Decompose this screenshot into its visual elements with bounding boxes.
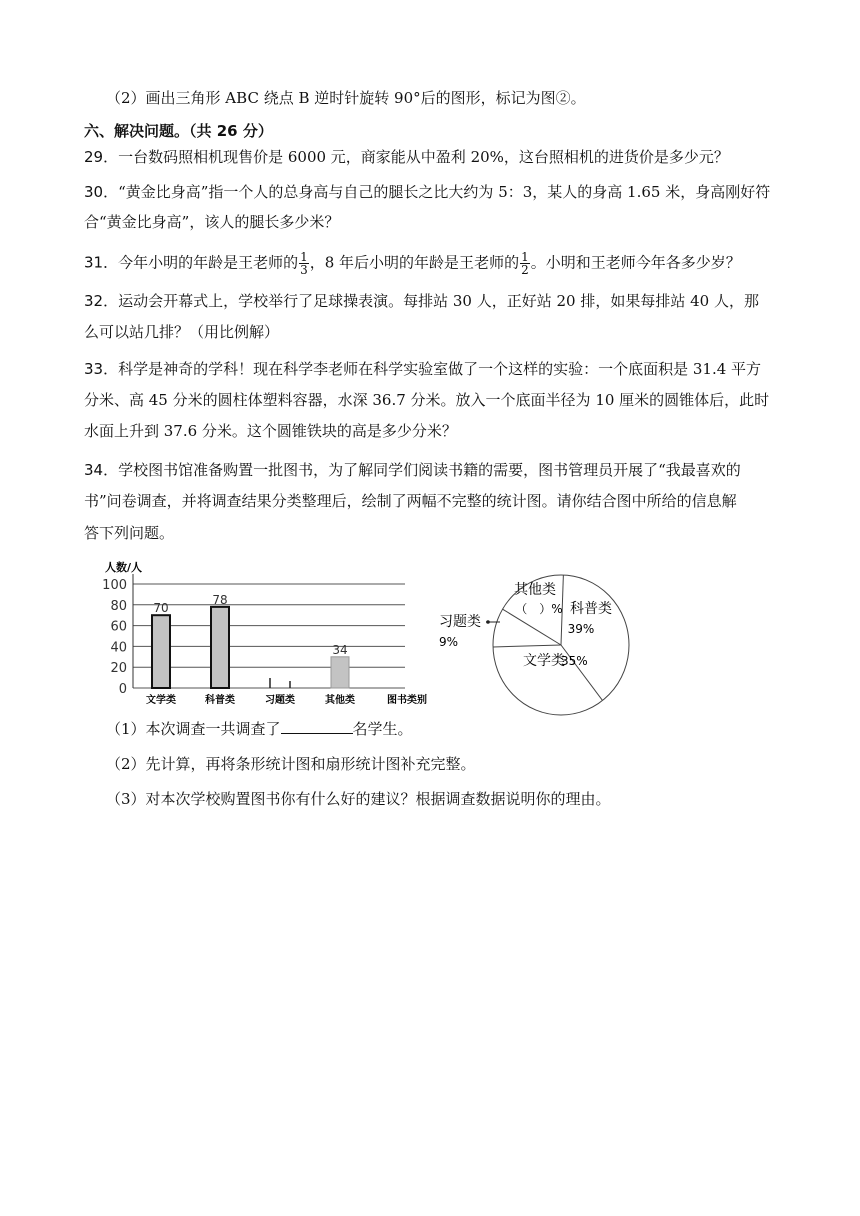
q30-text: “黄金比身高”指一个人的总身高与自己的腿长之比大约为 5：3，某人的身高 1.65 米，身高刚好符 xyxy=(118,183,771,201)
bar xyxy=(211,607,229,688)
pie-slice-label: 其他类 xyxy=(514,582,556,598)
x-axis-label: 图书类别 xyxy=(387,695,427,706)
q31-number: 31． xyxy=(84,253,119,272)
x-tick-label: 科普类 xyxy=(205,695,235,706)
sub1-text-a: （1）本次调查一共调查了 xyxy=(106,720,281,738)
q33-number: 33． xyxy=(84,360,119,378)
y-tick-label: 60 xyxy=(110,619,127,635)
question-34-line2: 书”问卷调查，并将调查结果分类整理后，绘制了两幅不完整的统计图。请你结合图中所给的信息解 xyxy=(84,492,737,510)
q31-text-b: ，8 年后小明的年龄是王老师的 xyxy=(309,253,520,272)
pie-slice-value: 9% xyxy=(439,635,459,649)
frac-denominator: 3 xyxy=(300,263,308,277)
pie-slice-value: 39% xyxy=(567,622,595,636)
question-32-line2: 么可以站几排？（用比例解） xyxy=(84,323,280,341)
y-tick-label: 40 xyxy=(110,640,127,656)
fraction-one-half xyxy=(520,251,530,276)
question-33-line3: 水面上升到 37.6 分米。这个圆锥铁块的高是多少分米？ xyxy=(84,422,457,440)
question-34-line1 xyxy=(84,460,741,480)
y-tick-label: 100 xyxy=(102,578,127,593)
q33-text: 科学是神奇的学科！现在科学李老师在科学实验室做了一个这样的实验：一个底面积是 31.4 平方 xyxy=(118,360,762,378)
q34-text: 学校图书馆准备购置一批图书，为了解同学们阅读书籍的需要，图书管理员开展了“我最喜欢的 xyxy=(118,461,741,479)
question-29 xyxy=(84,147,729,167)
x-tick-label: 文学类 xyxy=(146,695,176,706)
sub-question-1 xyxy=(106,719,413,739)
question-30-line1 xyxy=(84,182,770,202)
q34-number: 34． xyxy=(84,461,119,479)
q30-number: 30． xyxy=(84,183,119,201)
bar xyxy=(152,615,170,688)
question-34-line3: 答下列问题。 xyxy=(84,524,175,542)
pie-slice-label: 习题类 xyxy=(439,614,481,630)
frac-numerator: 1 xyxy=(300,250,308,264)
y-tick-label: 20 xyxy=(110,661,127,677)
q29-number: 29． xyxy=(84,148,119,166)
frac-denominator: 2 xyxy=(521,263,529,277)
pie-slice-boundary xyxy=(493,645,561,647)
bar xyxy=(331,657,349,688)
sub-question-3: （3）对本次学校购置图书你有什么好的建议？根据调查数据说明你的理由。 xyxy=(106,790,611,808)
section-title: 六、解决问题。（共 26 分） xyxy=(84,122,273,140)
frac-numerator: 1 xyxy=(521,250,529,264)
sub1-text-b: 名学生。 xyxy=(352,720,413,738)
question-30-line2: 合“黄金比身高”，该人的腿长多少米？ xyxy=(84,213,340,231)
y-tick-label: 80 xyxy=(110,598,127,614)
q31-text-c: 。小明和王老师今年各多少岁？ xyxy=(530,253,741,272)
pie-slice-label: 科普类 xyxy=(570,601,612,617)
fraction-one-third xyxy=(299,251,309,276)
bar-chart xyxy=(100,556,450,711)
pie-slice-value: （ ）% xyxy=(515,602,563,616)
q31-text-a: 今年小明的年龄是王老师的 xyxy=(118,253,299,272)
question-32-line1 xyxy=(84,291,759,311)
q28-part2: （2）画出三角形 ABC 绕点 B 逆时针旋转 90°后的图形，标记为图②。 xyxy=(106,89,586,107)
x-tick-label: 其他类 xyxy=(325,695,355,706)
question-33-line2: 分米、高 45 分米的圆柱体塑料容器，水深 36.7 分米。放入一个底面半径为 10 厘米的圆锥体后，此时 xyxy=(84,391,770,409)
q32-number: 32． xyxy=(84,292,119,310)
bar-data-label: 34 xyxy=(332,642,348,657)
y-tick-label: 0 xyxy=(118,682,127,697)
pointer-dot xyxy=(486,620,490,624)
q29-text: 一台数码照相机现售价是 6000 元，商家能从中盈利 20%，这台照相机的进货价是多少元？ xyxy=(118,148,729,166)
y-axis-label: 人数/人 xyxy=(105,561,143,574)
pie-slice-label: 文学类 xyxy=(523,653,565,669)
pie-slice-value: 35% xyxy=(561,654,588,668)
question-31 xyxy=(84,251,741,276)
answer-blank[interactable] xyxy=(281,719,353,734)
bar-data-label: 78 xyxy=(212,592,228,607)
q32-text: 运动会开幕式上，学校举行了足球操表演。每排站 30 人，正好站 20 排，如果每排站 40 人，那 xyxy=(118,292,759,310)
sub-question-2: （2）先计算，再将条形统计图和扇形统计图补充完整。 xyxy=(106,755,476,773)
question-33-line1 xyxy=(84,359,761,379)
x-tick-label: 习题类 xyxy=(265,695,295,706)
bar-data-label: 70 xyxy=(153,601,169,616)
pie-chart xyxy=(433,566,653,726)
